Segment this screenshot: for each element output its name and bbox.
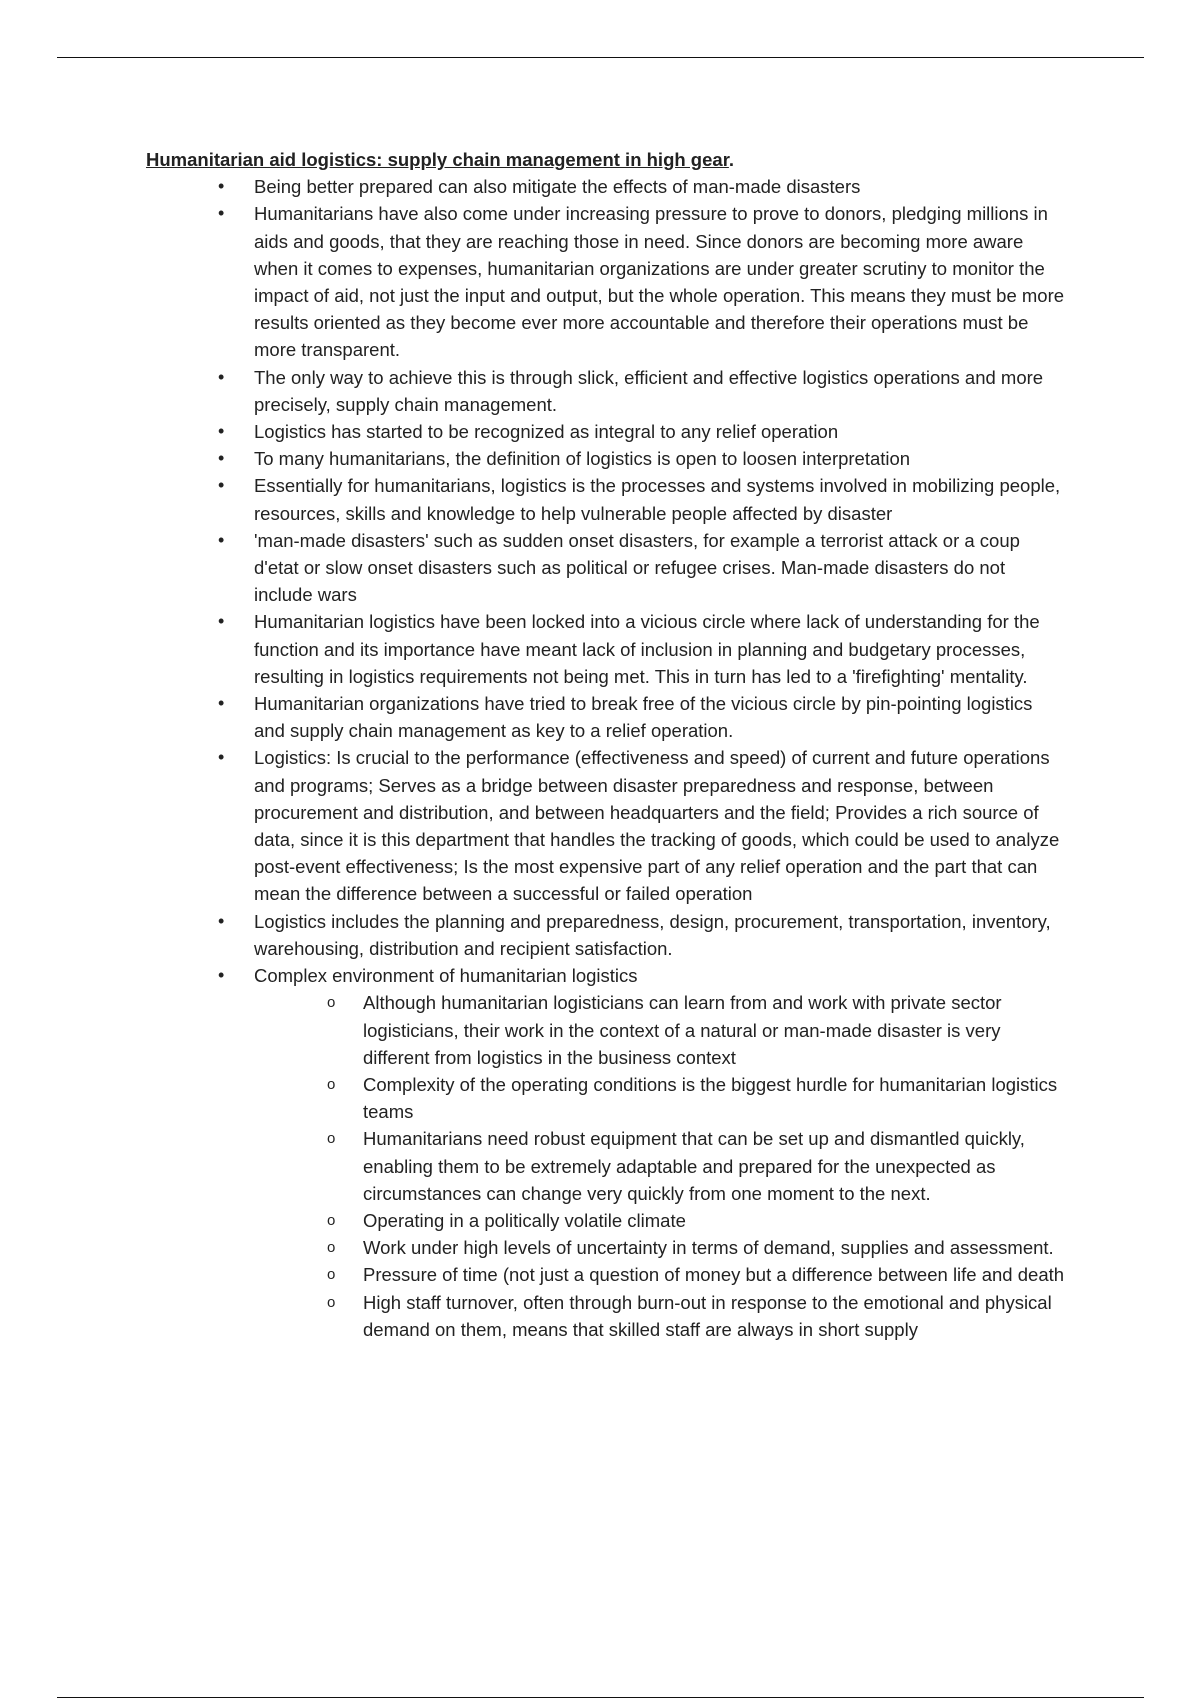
sub-list-item-text: Complexity of the operating conditions is the biggest hurdle for humanitarian logistics teams — [363, 1073, 1058, 1123]
sub-bullet-list — [254, 989, 1066, 1343]
circle-bullet-icon: o — [327, 1266, 336, 1284]
list-item-text: The only way to achieve this is through slick, efficient and effective logistics operations and more precisely, supply chain management. — [254, 366, 1044, 415]
list-item-text: Humanitarian logistics have been locked into a vicious circle where lack of understanding for the function and its importance have meant lack of inclusion in planning and budgetary processes, resulting in logistics requirements not being met. This in turn has led to a 'firefighting' mentality. — [254, 611, 1040, 687]
list-item — [218, 908, 1066, 962]
list-item-text: Essentially for humanitarians, logistics is the processes and systems involved in mobilizing people, resources, skills and knowledge to help vulnerable people affected by disaster — [254, 475, 1061, 524]
sub-list-item-text: Operating in a politically volatile climate — [363, 1209, 686, 1231]
sub-list-item — [327, 989, 1066, 1071]
bullet-icon: • — [218, 529, 225, 550]
list-item-text: Logistics includes the planning and preparedness, design, procurement, transportation, inventory, warehousing, distribution and recipient satisfaction. — [254, 910, 1051, 959]
sub-list-item-text: Humanitarians need robust equipment that can be set up and dismantled quickly, enabling them to be extremely adaptable and prepared for the unexpected as circumstances can change very quickly from one moment to the next. — [363, 1128, 1025, 1204]
document-title — [146, 146, 1066, 173]
list-item-text: Humanitarians have also come under increasing pressure to prove to donors, pledging millions in aids and goods, that they are reaching those in need. Since donors are becoming more aware when it comes to expenses, humanitarian organizations are under greater scrutiny to monitor the impact of aid, not just the input and output, but the whole operation. This means they must be more results oriented as they become ever more accountable and therefore their operations must be more transparent. — [254, 203, 1065, 361]
list-item-text: Logistics has started to be recognized as integral to any relief operation — [254, 421, 839, 443]
circle-bullet-icon: o — [327, 1293, 336, 1311]
circle-bullet-icon: o — [327, 1075, 336, 1093]
sub-list-item — [327, 1261, 1066, 1288]
header-rule — [57, 57, 1144, 58]
document-body — [146, 146, 1066, 1343]
list-item-text: Complex environment of humanitarian logistics — [254, 965, 638, 987]
sub-list-item — [327, 1071, 1066, 1125]
sub-list-item-text: Work under high levels of uncertainty in terms of demand, supplies and assessment. — [363, 1237, 1054, 1259]
list-item-text: Being better prepared can also mitigate the effects of man-made disasters — [254, 176, 861, 198]
sub-list-item — [327, 1289, 1066, 1343]
bullet-icon: • — [218, 747, 225, 768]
bullet-icon: • — [218, 475, 225, 496]
sub-list-item-text: Pressure of time (not just a question of money but a difference between life and death — [363, 1264, 1065, 1286]
circle-bullet-icon: o — [327, 1211, 336, 1229]
bullet-icon: • — [218, 176, 225, 197]
list-item — [218, 690, 1066, 744]
sub-list-item-text: Although humanitarian logisticians can learn from and work with private sector logisticians, their work in the context of a natural or man-made disaster is very different from logistics in the business context — [363, 992, 1002, 1068]
bullet-icon: • — [218, 693, 225, 714]
list-item — [218, 527, 1066, 609]
list-item-text: 'man-made disasters' such as sudden onset disasters, for example a terrorist attack or a coup d'etat or slow onset disasters such as political or refugee crises. Man-made disasters do not include wars — [254, 529, 1020, 606]
footer-rule — [57, 1697, 1144, 1698]
bullet-icon: • — [218, 965, 225, 986]
list-item — [218, 445, 1066, 472]
list-item-text: Logistics: Is crucial to the performance (effectiveness and speed) of current and future operations and programs; Serves as a bridge between disaster preparedness and response, between procurement and distribution, and between headquarters and the field; Provides a rich source of data, since it is this department that handles the tracking of goods, which could be used to analyze post-event effectiveness; Is the most expensive part of any relief operation and the part that can mean the difference between a successful or failed operation — [254, 747, 1060, 905]
circle-bullet-icon: o — [327, 1130, 336, 1148]
bullet-list — [146, 173, 1066, 1343]
sub-list-item — [327, 1125, 1066, 1207]
circle-bullet-icon: o — [327, 1239, 336, 1257]
list-item — [218, 418, 1066, 445]
sub-list-item — [327, 1207, 1066, 1234]
list-item — [218, 744, 1066, 907]
list-item-text: Humanitarian organizations have tried to break free of the vicious circle by pin-pointing logistics and supply chain management as key to a relief operation. — [254, 693, 1033, 742]
list-item — [218, 472, 1066, 526]
document-title-period: . — [728, 149, 735, 170]
document-title-text: Humanitarian aid logistics: supply chain management in high gear — [146, 149, 729, 170]
sub-list-item-text: High staff turnover, often through burn-out in response to the emotional and physical demand on them, means that skilled staff are always in short supply — [363, 1291, 1052, 1340]
list-item — [218, 962, 1066, 1343]
list-item — [218, 608, 1066, 690]
list-item — [218, 364, 1066, 418]
list-item — [218, 200, 1066, 363]
bullet-icon: • — [218, 203, 225, 224]
list-item — [218, 173, 1066, 200]
bullet-icon: • — [218, 611, 225, 632]
bullet-icon: • — [218, 421, 225, 442]
circle-bullet-icon: o — [327, 994, 336, 1012]
bullet-icon: • — [218, 366, 225, 387]
list-item-text: To many humanitarians, the definition of logistics is open to loosen interpretation — [254, 448, 911, 470]
bullet-icon: • — [218, 910, 225, 931]
bullet-icon: • — [218, 448, 225, 469]
sub-list-item — [327, 1234, 1066, 1261]
